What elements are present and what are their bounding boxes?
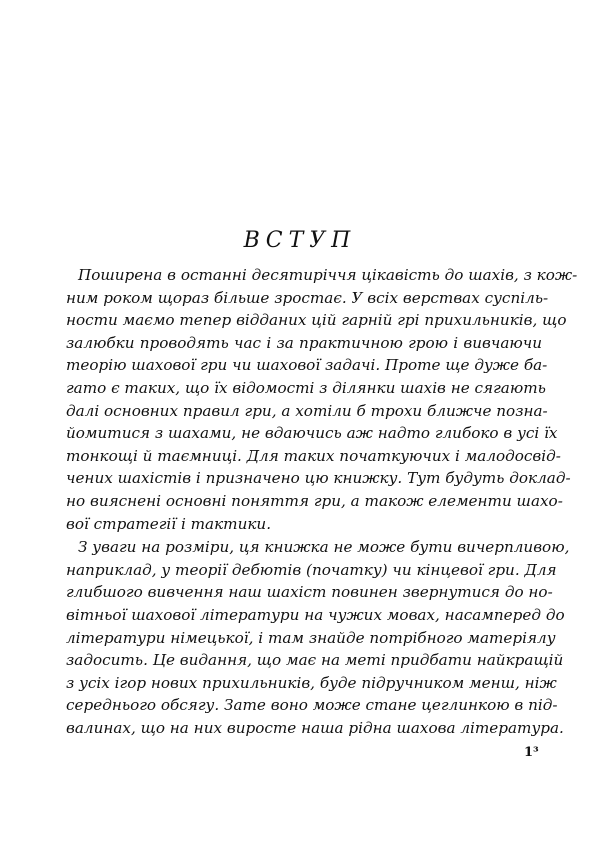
page-number: 1³ <box>524 745 539 760</box>
text-line: з усіх ігор нових прихильників, буде підручником менш, ніж <box>66 673 557 692</box>
text-line: вої стратегії і тактики. <box>66 514 272 533</box>
page-body <box>66 264 578 739</box>
text-line: но вияснені основні поняття гри, а також елементи шахо- <box>66 491 563 510</box>
text-line: Поширена в останні десятиріччя цікавість до шахів, з кож- <box>78 266 578 284</box>
text-line: вітньої шахової літератури на чужих мовах, насамперед до <box>66 605 565 624</box>
text-line: чених шахістів і призначено цю книжку. Тут будуть доклад- <box>66 469 571 488</box>
text-line: ним роком щораз більше зростає. У всіх верствах суспіль- <box>66 288 549 307</box>
text-line: задосить. Це видання, що має на меті придбати найкращій <box>66 651 564 670</box>
text-line: середнього обсягу. Зате воно може стане цеглинкою в під- <box>66 696 558 715</box>
paragraph-1 <box>66 264 578 535</box>
text-line: літератури німецької, і там знайде потрібного матеріялу <box>66 628 556 647</box>
text-line: теорію шахової гри чи шахової задачі. Проте ще дуже ба- <box>66 356 548 375</box>
text-line: наприклад, у теорії дебютів (початку) чи кінцевої гри. Для <box>66 560 557 579</box>
paragraph-2 <box>66 536 570 739</box>
text-line: валинах, що на них виросте наша рідна шахова література. <box>66 718 564 737</box>
text-line: глибшого вивчення наш шахіст повинен звернутися до но- <box>66 583 553 602</box>
text-line: ности маємо тепер відданих цій гарній грі прихильників, що <box>66 311 567 330</box>
text-line: гато є таких, що їх відомості з ділянки шахів не сягають <box>66 378 546 397</box>
text-line: йомитися з шахами, не вдаючись аж надто глибоко в усі їх <box>66 424 558 443</box>
text-line: залюбки проводять час і за практичною грою і вивчаючи <box>66 333 542 352</box>
text-line: далі основних правил гри, а хотіли б трохи ближче позна- <box>66 401 548 420</box>
text-line: З уваги на розміри, ця книжка не може бути вичерпливою, <box>78 538 570 557</box>
page-title: ВСТУП <box>243 228 357 253</box>
text-line: тонкощі й таємниці. Для таких початкуючих і малодосвід- <box>66 446 561 465</box>
